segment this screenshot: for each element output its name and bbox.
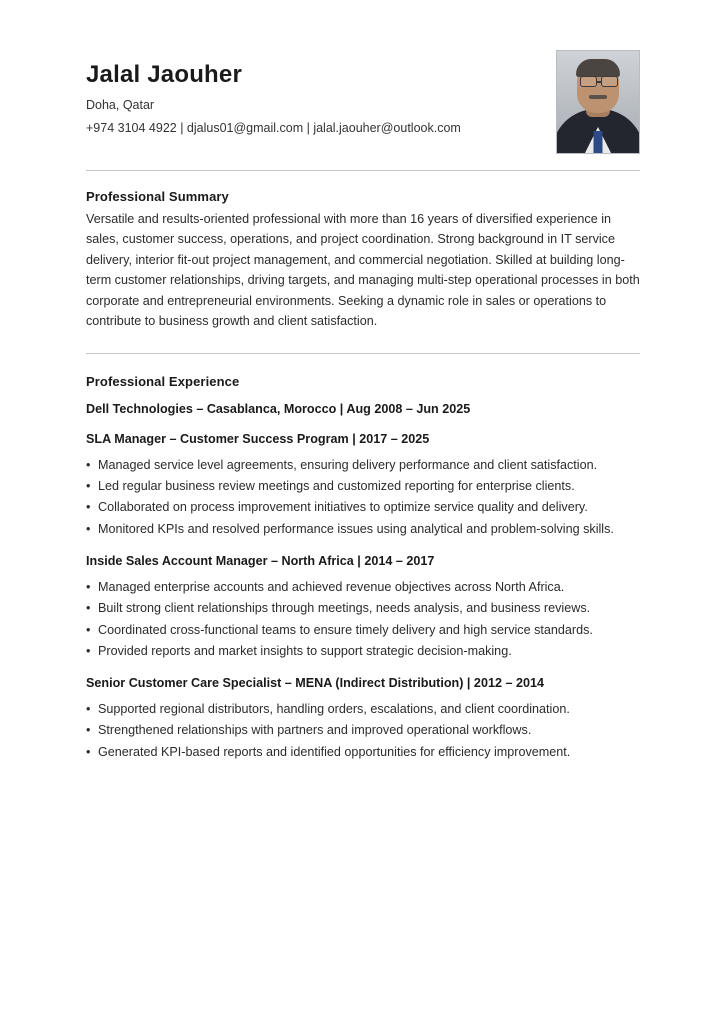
list-item: • Coordinated cross-functional teams to ensure timely delivery and high service standards.	[86, 620, 640, 640]
list-item: • Managed service level agreements, ensuring delivery performance and client satisfaction.	[86, 455, 640, 475]
section-title-summary: Professional Summary	[86, 189, 229, 204]
role-block	[86, 431, 640, 539]
list-item: • Generated KPI-based reports and identified opportunities for efficiency improvement.	[86, 742, 640, 762]
list-item: • Monitored KPIs and resolved performance issues using analytical and problem-solving skills.	[86, 519, 640, 539]
photo-hair	[576, 59, 620, 77]
role-block	[86, 675, 640, 762]
role-bullets	[86, 577, 640, 662]
employer-heading: Dell Technologies – Casablanca, Morocco | Aug 2008 – Jun 2025	[86, 402, 471, 417]
role-heading: Senior Customer Care Specialist – MENA (Indirect Distribution) | 2012 – 2014	[86, 676, 544, 691]
portrait-photo	[556, 50, 640, 154]
role-block	[86, 553, 640, 661]
photo-glasses-bridge	[596, 81, 601, 83]
photo-glasses-right	[601, 76, 618, 87]
list-item: • Strengthened relationships with partners and improved operational workflows.	[86, 720, 640, 740]
role-bullets	[86, 455, 640, 540]
list-item: • Managed enterprise accounts and achieved revenue objectives across North Africa.	[86, 577, 640, 597]
photo-glasses-left	[580, 76, 597, 87]
summary-divider	[86, 353, 640, 354]
list-item: • Provided reports and market insights to support strategic decision-making.	[86, 641, 640, 661]
candidate-contact: +974 3104 4922 | djalus01@gmail.com | jalal.jaouher@outlook.com	[86, 120, 461, 135]
candidate-name: Jalal Jaouher	[86, 61, 243, 88]
section-title-experience: Professional Experience	[86, 374, 240, 390]
header-divider	[86, 170, 640, 171]
list-item: • Supported regional distributors, handling orders, escalations, and client coordination.	[86, 699, 640, 719]
candidate-location: Doha, Qatar	[86, 98, 155, 113]
role-bullets	[86, 699, 640, 762]
header-text-block	[86, 52, 461, 136]
photo-mustache	[589, 95, 607, 99]
list-item: • Built strong client relationships through meetings, needs analysis, and business reviews.	[86, 598, 640, 618]
photo-tie	[594, 131, 603, 153]
summary-text: Versatile and results-oriented professional with more than 16 years of diversified experience in sales, customer success, operations, and project coordination. Strong background in IT service delivery, interior fit-out project management, and commercial negotiation. Skilled at building long-term customer relationships, driving targets, and managing multi-step operational processes in both corporate and entrepreneurial environments. Seeking a dynamic role in sales or operations to contribute to business growth and client satisfaction.	[86, 212, 640, 328]
list-item: • Collaborated on process improvement initiatives to optimize service quality and delivery.	[86, 497, 640, 517]
role-heading: Inside Sales Account Manager – North Africa | 2014 – 2017	[86, 554, 435, 569]
list-item: • Led regular business review meetings and customized reporting for enterprise clients.	[86, 476, 640, 496]
resume-header	[86, 52, 640, 154]
role-heading: SLA Manager – Customer Success Program | 2017 – 2025	[86, 431, 430, 446]
